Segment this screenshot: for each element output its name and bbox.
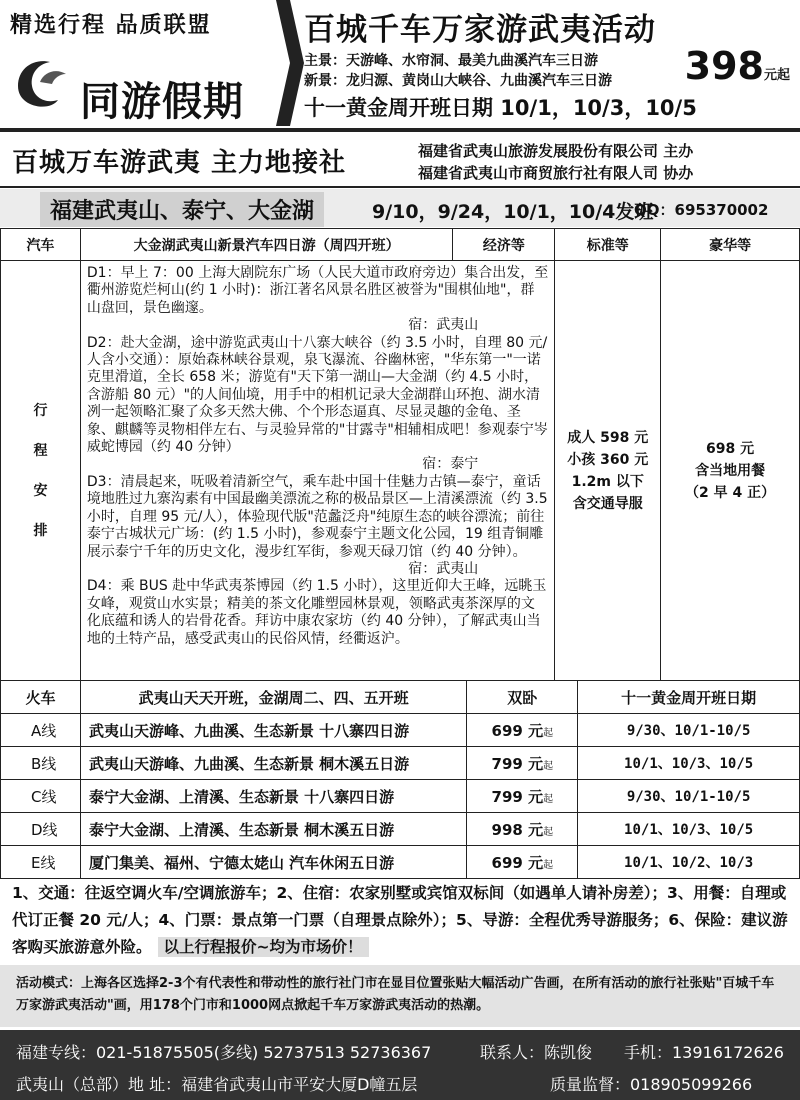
organizer-coorganizer: 福建省武夷山市商贸旅行社有限人司 协办 <box>418 164 694 182</box>
side-char: 行 <box>33 402 48 419</box>
contact-footer <box>0 1030 800 1100</box>
golden-week-dates: 十一黄金周开班日期 10/1，10/3，10/5 <box>304 96 697 120</box>
service-notes <box>12 880 788 961</box>
day-1-stay: 宿：武夷山 <box>408 317 479 334</box>
market-price-note: 以上行程报价~均为市场价！ <box>158 937 369 957</box>
table-row <box>1 780 800 813</box>
col-header: 火车 <box>1 681 81 714</box>
brand-block <box>0 0 282 126</box>
main-scenic: 主景：天游峰、水帘洞、最美九曲溪汽车三日游 <box>304 53 598 69</box>
price <box>467 813 578 846</box>
standard-price-cell <box>555 261 661 681</box>
price <box>467 714 578 747</box>
standard-height: 1.2m 以下 <box>571 473 644 490</box>
col-header: 豪华等 <box>661 229 800 261</box>
route: 泰宁大金湖、上清溪、生态新景 十八寨四日游 <box>80 780 466 813</box>
new-scenic: 新景：龙归源、黄岗山大峡谷、九曲溪汽车三日游 <box>304 73 612 89</box>
train-tour-table <box>0 680 800 879</box>
day-3: D3：清晨起来，呒吸着清新空气，乘车赴中国十佳魅力古镇—泰宁，童话境地胜过九寨沟素有中国最幽美漂流之称的极品景区—上清溪漂流（约 3.5 小时，自理 95 元/人），体验现代版"范蠡泛舟"纯原生态的峡谷漂流；前往泰宁古城状元广场：(约 1.5 小时)，参观泰宁主题文化公园，19 组青铜雕展示泰宁千年的历史文化，漫步红军街，参观天碌刀馆（约 40 分钟）。 <box>86 473 548 560</box>
route: 武夷山天游峰、九曲溪、生态新景 桐木溪五日游 <box>80 747 466 780</box>
price-value: 799 元 <box>491 754 544 773</box>
line-label: E线 <box>1 846 81 879</box>
destination: 福建武夷山、泰宁、大金湖 <box>40 192 324 227</box>
standard-adult: 成人 598 元 <box>567 429 649 446</box>
dates: 9/30、10/1-10/5 <box>578 780 800 813</box>
line-label: B线 <box>1 747 81 780</box>
table-header-row <box>1 229 800 261</box>
dates: 10/1、10/3、10/5 <box>578 747 800 780</box>
price-unit: 元起 <box>763 68 790 83</box>
price <box>467 846 578 879</box>
departure-dates: 9/10，9/24，10/1，10/4发班 <box>372 201 654 223</box>
mobile: 手机：13916172626 <box>624 1043 784 1062</box>
organizer-title: 百城万车游武夷 主力地接社 <box>12 148 347 178</box>
price-value: 699 元 <box>491 853 544 872</box>
price-value: 998 元 <box>491 820 544 839</box>
price-suffix: 起 <box>543 859 554 871</box>
side-char: 排 <box>33 522 48 539</box>
day-4: D4：乘 BUS 赴中华武夷茶博园（约 1.5 小时），这里近仰大王峰，远眺玉女峰，观赏山水实景；精美的茶文化雕塑园林景观，领略武夷茶深厚的文化底蕴和诱人的岩骨花香。拜访中康农家坊（约 40 分钟），了解武夷山当地的土特产品，感受武夷山的民俗风情，经衢返沪。 <box>86 578 547 647</box>
luxury-meal-count: （2 早 4 正） <box>685 484 776 501</box>
table-row <box>1 747 800 780</box>
dates: 9/30、10/1-10/5 <box>578 714 800 747</box>
col-header: 十一黄金周开班日期 <box>578 681 800 714</box>
col-header: 武夷山天天开班，金湖周二、四、五开班 <box>80 681 466 714</box>
side-char: 程 <box>33 442 48 459</box>
chevron-right-icon <box>276 0 306 126</box>
route: 武夷山天游峰、九曲溪、生态新景 十八寨四日游 <box>80 714 466 747</box>
day-1: D1：早上 7：00 上海大剧院东广场（人民大道市政府旁边）集合出发，至衢州游览烂柯山(约 1 小时)：浙江著名风景名胜区被誉为"围棋仙地"，群山盘回，景色幽邃。 <box>86 265 549 316</box>
price-suffix: 起 <box>543 826 554 838</box>
col-header: 汽车 <box>1 229 81 261</box>
qq-contact: QQ：695370002 <box>634 201 769 219</box>
day-2-stay: 宿：泰宁 <box>422 456 479 473</box>
brand-name: 同游假期 <box>80 79 244 125</box>
day-3-stay: 宿：武夷山 <box>408 560 479 577</box>
col-header: 大金湖武夷山新景汽车四日游（周四开班） <box>80 229 453 261</box>
destination-band <box>0 189 800 227</box>
route: 泰宁大金湖、上清溪、生态新景 桐木溪五日游 <box>80 813 466 846</box>
address: 武夷山（总部）地 址：福建省武夷山市平安大厦D幢五层 <box>16 1075 418 1094</box>
campaign-title: 百城千车万家游武夷活动 <box>304 12 656 48</box>
line-label: C线 <box>1 780 81 813</box>
table-row <box>1 846 800 879</box>
organizer-host: 福建省武夷山旅游发展股份有限公司 主办 <box>418 142 694 160</box>
side-char: 安 <box>33 482 48 499</box>
standard-child: 小孩 360 元 <box>567 451 649 468</box>
col-header: 经济等 <box>453 229 555 261</box>
col-header: 双卧 <box>467 681 578 714</box>
table-header-row <box>1 681 800 714</box>
bus-tour-table <box>0 228 800 681</box>
day-2: D2：赴大金湖，途中游览武夷山十八寨大峡谷（约 3.5 小时，自理 80 元/人含小交通）：原始森林峡谷景观，泉飞瀑流、谷幽林密，"华东第一"一诺克里滑道，全长 658 米；游览有"天下第一湖山—大金湖（约 4.5 小时，含游船 80 元）"的人间仙境，用手中的相机记录大金湖群山环抱、湖水清冽一起领略汇聚了众多天然大佛、个个形态逼真、尽显灵趣的金龟、圣象、麒麟等灵物相伴左右、与灵验异常的"甘露寺"相辅相成吧！参观泰宁岑威蛇博园（约 40 分钟） <box>86 334 548 456</box>
dates: 10/1、10/2、10/3 <box>578 846 800 879</box>
itinerary-side-label <box>1 261 81 681</box>
table-row <box>1 813 800 846</box>
luxury-price-cell <box>661 261 800 681</box>
line-label: D线 <box>1 813 81 846</box>
price-suffix: 起 <box>543 793 554 805</box>
price-value: 799 元 <box>491 787 544 806</box>
price-suffix: 起 <box>543 727 554 739</box>
col-header: 标准等 <box>555 229 661 261</box>
quality-hotline: 质量监督：018905099266 <box>550 1075 753 1094</box>
organizer-band <box>0 128 800 188</box>
price-value: 398 <box>684 44 764 88</box>
contact-person: 联系人：陈凯俊 <box>480 1043 593 1062</box>
headline-price <box>685 44 790 88</box>
standard-includes: 含交通导服 <box>572 495 643 512</box>
activity-mode: 活动模式：上海各区选择2-3个有代表性和带动性的旅行社门市在显目位置张贴大幅活动广告画，在所有活动的旅行社张贴"百城千车万家游武夷活动"画，用178个门市和1000网点掀起千车万家游武夷活动的热潮。 <box>0 965 800 1027</box>
price <box>467 747 578 780</box>
route: 厦门集美、福州、宁德太姥山 汽车休闲五日游 <box>80 846 466 879</box>
dates: 10/1、10/3、10/5 <box>578 813 800 846</box>
itinerary-text <box>80 261 554 681</box>
slogan: 精选行程 品质联盟 <box>10 13 212 38</box>
brand-logo-icon <box>10 52 74 116</box>
price-value: 699 元 <box>491 721 544 740</box>
notes-text: 1、交通：往返空调火车/空调旅游车；2、住宿：农家别墅或宾馆双标间（如遇单人请补房差）；3、用餐：自理或代订正餐 20 元/人；4、门票：景点第一门票（自理景点除外）；5、导游：全程优秀导游服务；6、保险：建议游客购买旅游意外险。 <box>12 884 788 956</box>
campaign-header <box>282 0 800 126</box>
table-row <box>1 714 800 747</box>
line-label: A线 <box>1 714 81 747</box>
luxury-price: 698 元 <box>706 440 755 457</box>
price-suffix: 起 <box>543 760 554 772</box>
luxury-meals: 含当地用餐 <box>695 462 766 479</box>
itinerary-row <box>1 261 800 681</box>
hotline: 福建专线：021-51875505(多线) 52737513 52736367 <box>16 1043 432 1062</box>
price <box>467 780 578 813</box>
